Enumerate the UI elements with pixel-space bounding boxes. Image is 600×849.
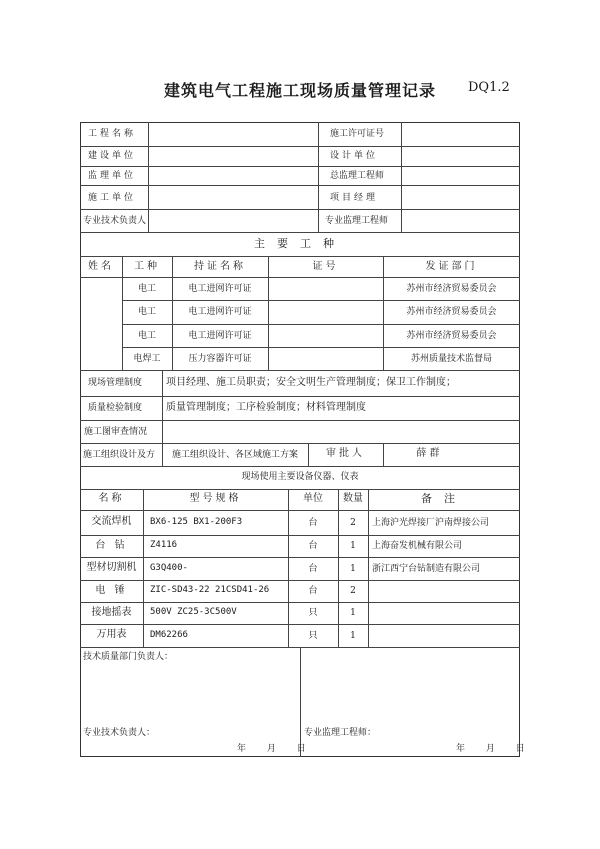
trades-heading: 主要工种 xyxy=(254,237,346,250)
form-title: 建筑电气工程施工现场质量管理记录 xyxy=(163,81,436,100)
equip-unit-cell: 只 xyxy=(308,631,318,641)
rule xyxy=(80,277,520,278)
rule xyxy=(80,443,520,444)
rule xyxy=(80,146,520,147)
equip-model-cell: G3Q400- xyxy=(150,563,188,573)
column-header-qty: 数量 xyxy=(343,493,363,504)
rule xyxy=(80,166,520,167)
equip-qty-cell: 1 xyxy=(350,608,356,618)
column-header-note: 备注 xyxy=(421,492,467,505)
rule xyxy=(368,489,369,647)
equip-note-cell: 上海沪光焊接厂沪南焊接公司 xyxy=(372,518,490,528)
trade-cell: 电工 xyxy=(137,331,156,341)
rule xyxy=(401,122,402,232)
spec-supervisor-label: 专业监理工程师 xyxy=(325,216,389,226)
cert-cell: 电工进网许可证 xyxy=(188,331,252,341)
equip-model-cell: DM62266 xyxy=(150,630,188,640)
org-design-value: 施工组织设计、各区域施工方案 xyxy=(172,450,299,460)
cert-cell: 电工进网许可证 xyxy=(188,284,252,294)
equip-qty-cell: 1 xyxy=(350,541,356,551)
equip-unit-cell: 台 xyxy=(308,518,318,528)
tq-dept-head-label: 技术质量部门负责人： xyxy=(83,652,174,662)
equip-unit-cell: 只 xyxy=(308,608,318,618)
form-code: DQ1.2 xyxy=(468,80,510,95)
chief-supervisor-label: 总监理工程师 xyxy=(330,171,385,181)
column-header-trade: 工种 xyxy=(134,261,160,272)
rule xyxy=(80,209,520,210)
date-left: 年 月 日 xyxy=(237,744,306,754)
equip-qty-cell: 2 xyxy=(350,586,356,596)
issuer-cell: 苏州市经济贸易委员会 xyxy=(406,331,497,341)
rule xyxy=(80,256,520,257)
rule xyxy=(80,420,520,421)
project-manager-label: 项目经理 xyxy=(330,193,379,203)
equip-model-cell: 500V ZC25-3C500V xyxy=(150,607,237,617)
date-right: 年 月 日 xyxy=(456,744,525,754)
equip-qty-cell: 2 xyxy=(350,518,356,528)
rule xyxy=(122,300,520,301)
permit-number-label: 施工许可证号 xyxy=(330,129,385,139)
equip-model-cell: ZIC-SD43-22 21CSD41-26 xyxy=(150,585,270,595)
issuer-cell: 苏州市经济贸易委员会 xyxy=(406,307,497,317)
issuer-cell: 苏州质量技术监督局 xyxy=(410,354,492,364)
column-header-name: 姓名 xyxy=(88,261,114,272)
rule xyxy=(268,256,269,370)
rule xyxy=(80,466,520,467)
equip-name-cell: 电 锤 xyxy=(95,585,128,596)
tech-lead-sign-label: 专业技术负责人： xyxy=(83,728,156,738)
column-header-cert-no: 证号 xyxy=(312,261,339,272)
site-mgmt-value: 项目经理、施工员职责；安全文明生产管理制度；保卫工作制度； xyxy=(166,377,456,388)
rule xyxy=(80,602,520,603)
rule xyxy=(80,535,520,536)
equip-qty-cell: 1 xyxy=(350,564,356,574)
org-design-label: 施工组织设计及方 xyxy=(83,450,156,460)
rule xyxy=(80,232,520,233)
equip-name-cell: 接地摇表 xyxy=(91,607,132,618)
qc-system-value: 质量管理制度；工序检验制度；材料管理制度 xyxy=(166,402,366,413)
cert-cell: 电工进网许可证 xyxy=(188,307,252,317)
drawing-review-label: 施工图审查情况 xyxy=(84,427,148,437)
equipment-heading: 现场使用主要设备仪器、仪表 xyxy=(241,472,359,482)
site-mgmt-label: 现场管理制度 xyxy=(88,378,143,388)
column-header-unit: 单位 xyxy=(303,493,323,504)
rule xyxy=(80,624,520,625)
rule xyxy=(300,647,301,757)
equip-name-cell: 型材切割机 xyxy=(86,562,137,573)
builder-label: 建设单位 xyxy=(88,151,137,161)
column-header-equip-name: 名称 xyxy=(98,493,125,504)
tech-lead-label: 专业技术负责人 xyxy=(83,216,147,226)
column-header-model: 型号规格 xyxy=(189,493,242,504)
issuer-cell: 苏州市经济贸易委员会 xyxy=(406,284,497,294)
rule xyxy=(80,185,520,186)
equip-note-cell: 上海奋发机械有限公司 xyxy=(372,541,463,551)
equip-name-cell: 台 钻 xyxy=(95,540,128,551)
designer-label: 设计单位 xyxy=(330,151,379,161)
equip-qty-cell: 1 xyxy=(350,631,356,641)
rule xyxy=(80,580,520,581)
equip-note-cell: 浙江西宁台钻制造有限公司 xyxy=(372,564,481,574)
equip-model-cell: Z4116 xyxy=(150,540,178,550)
equip-model-cell: BX6-125 BX1-200F3 xyxy=(150,517,243,527)
rule xyxy=(143,489,144,647)
rule xyxy=(80,489,520,490)
approver-label: 审批人 xyxy=(326,448,365,459)
trade-cell: 电工 xyxy=(137,307,156,317)
equip-name-cell: 万用表 xyxy=(96,629,127,640)
approver-value: 薛 群 xyxy=(416,448,440,459)
rule xyxy=(122,347,520,348)
rule xyxy=(122,324,520,325)
rule xyxy=(162,370,163,466)
trade-cell: 电工 xyxy=(137,284,156,294)
rule xyxy=(80,396,520,397)
rule xyxy=(148,122,149,232)
column-header-cert: 持证名称 xyxy=(194,261,246,272)
rule xyxy=(80,557,520,558)
equip-unit-cell: 台 xyxy=(308,564,318,574)
contractor-label: 施工单位 xyxy=(88,193,137,203)
rule xyxy=(318,122,319,232)
cert-cell: 压力容器许可证 xyxy=(188,354,252,364)
spec-supervisor-sign-label: 专业监理工程师： xyxy=(304,728,377,738)
column-header-issuer: 发证部门 xyxy=(425,261,478,272)
supervisor-label: 监理单位 xyxy=(88,171,137,181)
qc-system-label: 质量检验制度 xyxy=(88,403,143,413)
trade-cell: 电焊工 xyxy=(133,354,161,364)
rule xyxy=(80,370,520,371)
equip-name-cell: 交流焊机 xyxy=(91,516,132,527)
project-name-label: 工程名称 xyxy=(88,129,137,139)
equip-unit-cell: 台 xyxy=(308,586,318,596)
equip-unit-cell: 台 xyxy=(308,541,318,551)
rule xyxy=(80,510,520,511)
